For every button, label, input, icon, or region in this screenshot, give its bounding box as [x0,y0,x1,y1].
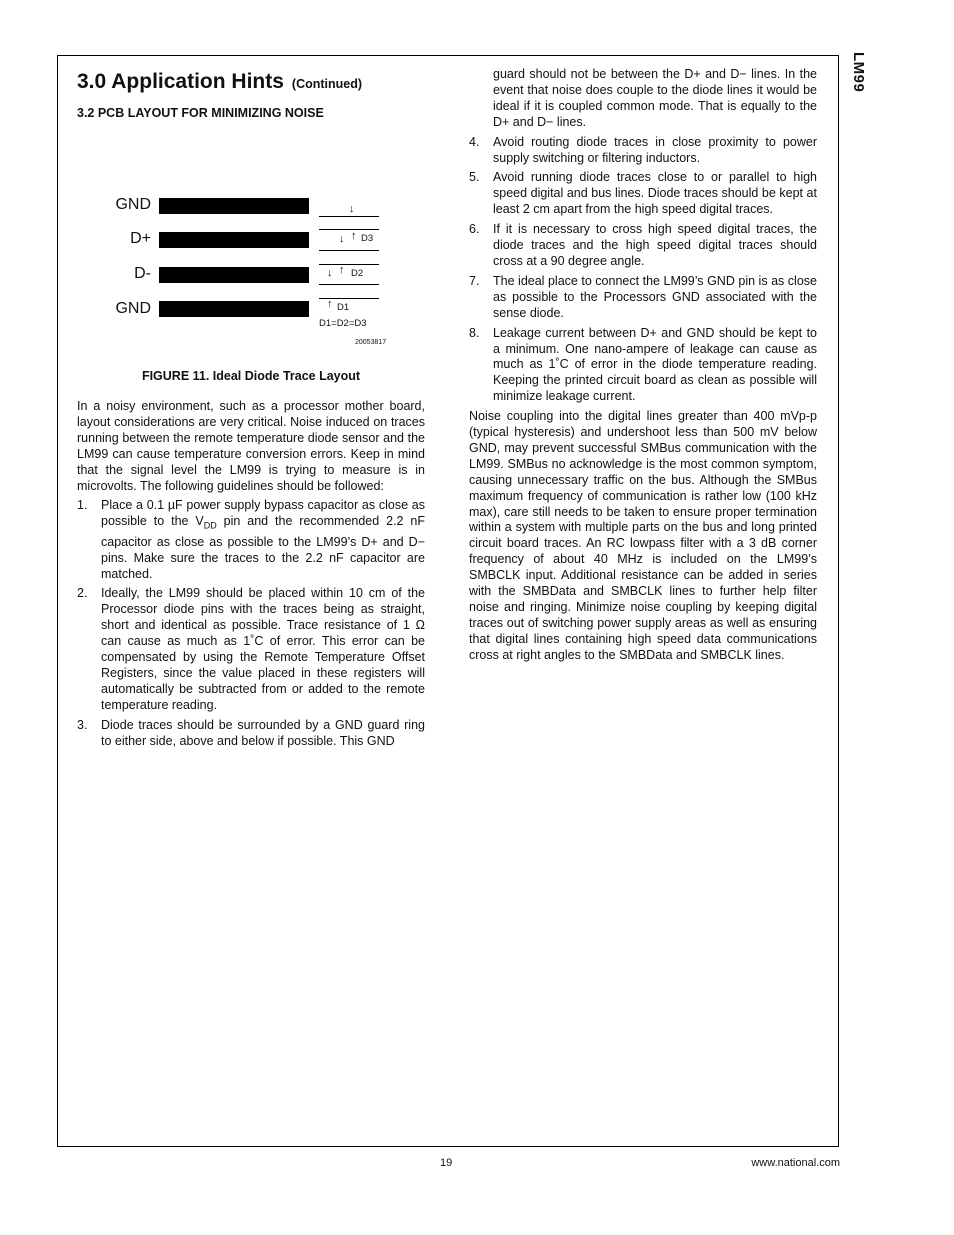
side-product-label: LM99 [850,52,867,93]
trace-gnd-bottom [159,301,309,317]
trace-dminus [159,267,309,283]
arrow-up-icon: ↑ [339,264,345,276]
list-text: The ideal place to connect the LM99’s GND pin is as close as possible to the Processors GND associated with the sense diode. [493,273,817,320]
list-text: Avoid running diode traces close to or parallel to high speed digital and bus lines. Diode traces should be kept at least 2 cm apart from the high speed digital traces. [493,170,817,217]
list-item [77,586,425,713]
continued-note: (Continued) [291,77,363,91]
list-item [469,170,817,218]
list-number: 3. [77,717,88,732]
footer-url-link[interactable]: www.national.com [751,1157,840,1169]
section-heading [77,64,425,97]
list-text: Place a 0.1 µF power supply bypass capacitor as close as possible to the V [101,498,425,529]
list-number: 8. [469,325,480,340]
closing-paragraph: Noise coupling into the digital lines greater than 400 mVp-p (typical hysteresis) and undershoot less than 500 mV below GND, may prevent successful SMBus communication with the LM99. SMBus no acknowledge is the most common symptom, causing unnecessary traffic on the bus. Although the SMBus maximum frequency of communication is rather low (100 kHz max), care still needs to be taken to ensure proper termination within a system with multiple parts on the bus and long printed circuit board traces. An RC lowpass filter with a 3 dB corner frequency of about 40 MHz is included on the LM99’s SMBCLK input. Additional resistance can be added in series with the SMBData and SMBCLK lines to further help filter noise and ringing. Minimize noise coupling by keeping digital traces out of switching power supply areas as well as ensuring that digital lines containing high speed data communications cross at right angles to the SMBData and SMBCLK lines. [469,409,817,662]
arrow-up-icon: ↑ [351,230,357,242]
list-number: 1. [77,498,88,513]
list-text: Leakage current between D+ and GND should be kept to a minimum. One nano-ampere of leakage can cause as much as 1˚C of error in the diode temperature reading. Keeping the printed circuit board as clean as possible will minimize leakage current. [493,325,817,404]
diode-label-d3: D3 [361,233,374,244]
diode-trace-figure [77,121,425,346]
guidelines-list-left [77,498,425,749]
list-text: If it is necessary to cross high speed digital traces, the diode traces and the high speed digital traces should cross at a 90 degree angle. [493,222,817,268]
subsection-title: 3.2 PCB LAYOUT FOR MINIMIZING NOISE [77,106,324,120]
arrow-up-icon: ↑ [327,298,333,310]
list-item [469,326,817,406]
list-item-continuation: guard should not be between the D+ and D− lines. In the event that noise does couple to the diode lines it would be ideal if it is coupled common mode. That is equally to the D+ and D− lines. [493,67,817,129]
arrow-down-icon: ↓ [339,233,345,245]
figure-label-gnd-bottom: GND [115,300,151,317]
list-item [469,222,817,270]
list-item [469,135,817,167]
list-item [77,718,425,750]
list-subscript: DD [203,520,217,531]
list-text: Ideally, the LM99 should be placed within 10 cm of the Processor diode pins with the traces being as straight, short and identical as possible. Trace resistance of 1 Ω can cause as much as 1˚C of error. This error can be compensated by using the Remote Temperature Offset Registers, since the value placed in these registers will automatically be subtracted from or added to the remote temperature reading. [101,586,425,712]
figure-label-gnd-top: GND [115,196,151,213]
arrow-down-icon: ↓ [349,203,355,215]
list-number: 6. [469,222,480,237]
trace-dplus [159,232,309,248]
list-number: 7. [469,273,480,288]
spacing-line-2 [319,229,379,230]
trace-gnd-top [159,198,309,214]
figure-label-dminus: D- [134,265,151,282]
list-text: Avoid routing diode traces in close proximity to power supply switching or filtering inductors. [493,134,817,165]
spacing-line-5 [319,284,379,285]
list-text: pin and the recommended 2.2 nF capacitor as close as possible to the LM99’s D+ and D− pins. Make sure the traces to the 2.2 nF capacitor are matched. [101,514,426,581]
list-number: 5. [469,170,480,185]
figure-label-dplus: D+ [130,230,151,247]
diode-label-d1: D1 [337,302,350,313]
list-number: 4. [469,134,480,149]
spacing-line-3 [319,250,379,251]
page-number: 19 [440,1157,453,1169]
list-text: Diode traces should be surrounded by a GND guard ring to either side, above and below if possible. This GND [101,717,425,748]
spacing-line-1 [319,216,379,217]
list-item [469,274,817,322]
left-column [77,64,425,754]
figure-caption: FIGURE 11. Ideal Diode Trace Layout [141,369,361,383]
arrow-down-icon: ↓ [327,267,333,279]
guidelines-list-right [469,135,817,406]
diode-label-d2: D2 [351,268,364,279]
spacing-line-4 [319,264,379,265]
list-number: 2. [77,586,88,601]
list-item [77,498,425,582]
intro-paragraph: In a noisy environment, such as a processor mother board, layout considerations are very critical. Noise induced on traces running between the remote temperature diode sensor and the LM99 can cause temperature conversion errors. Keep in mind that the signal level the LM99 is trying to measure is in microvolts. The following guidelines should be followed: [77,399,425,493]
diode-equation: D1=D2=D3 [319,318,367,329]
figure-code: 20053817 [355,339,387,346]
section-title: 3.0 Application Hints [77,70,284,93]
right-column [469,67,817,664]
